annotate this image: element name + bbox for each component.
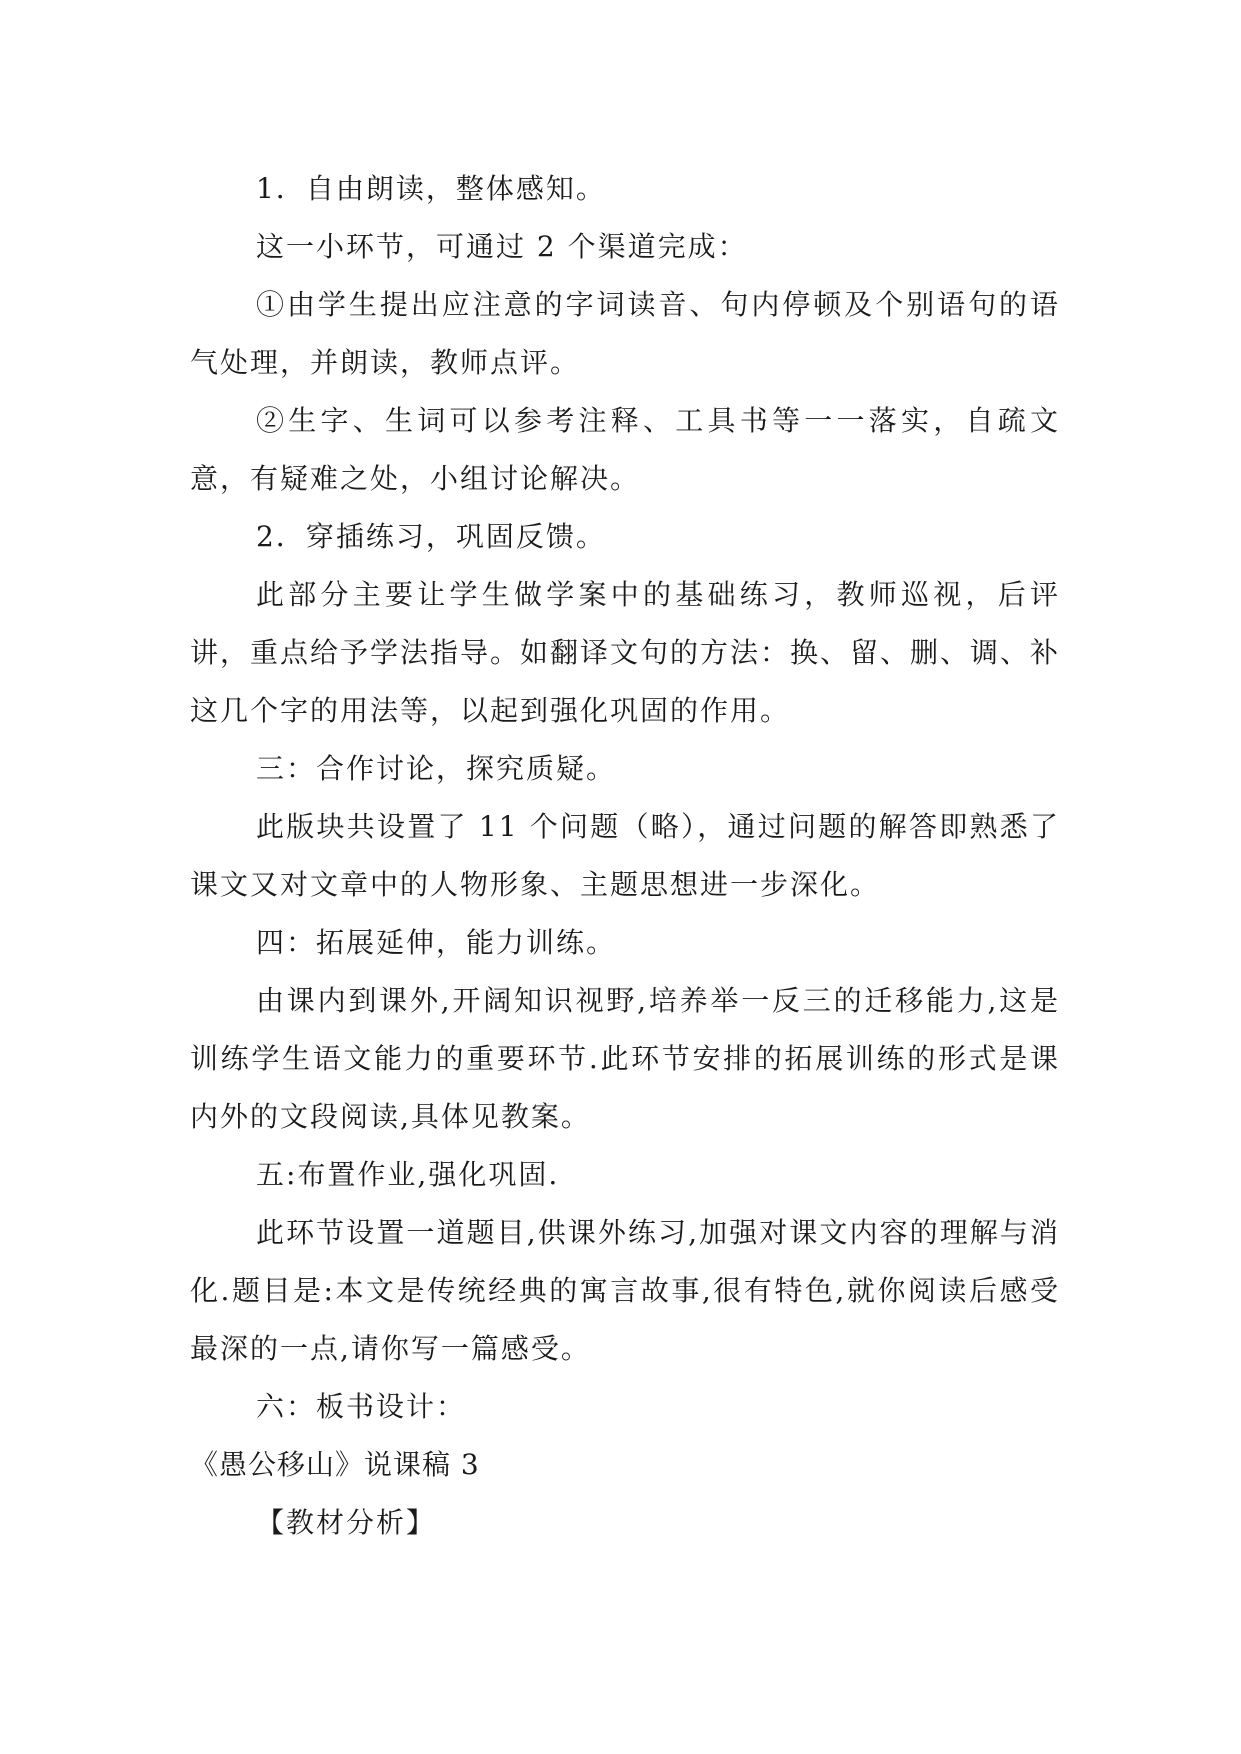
heading-section-3: 三：合作讨论，探究质疑。	[256, 752, 617, 785]
paragraph-step-2: 2．穿插练习，巩固反馈。	[256, 520, 606, 553]
paragraph-questions: 此版块共设置了 11 个问题（略），通过问题的解答即熟悉了课文又对文章中的人物形象、主题思想进一步深化。	[190, 810, 1060, 901]
paragraph-practice: 此部分主要让学生做学案中的基础练习，教师巡视，后评讲，重点给予学法指导。如翻译文句的方法：换、留、删、调、补这几个字的用法等，以起到强化巩固的作用。	[190, 578, 1061, 727]
paragraph-channels: 这一小环节，可通过 2 个渠道完成：	[256, 230, 748, 263]
paragraph-channel-1: ①由学生提出应注意的字词读音、句内停顿及个别语句的语气处理，并朗读，教师点评。	[190, 288, 1060, 379]
paragraph-homework: 此环节设置一道题目,供课外练习,加强对课文内容的理解与消化.题目是:本文是传统经典的寓言故事,很有特色,就你阅读后感受最深的一点,请你写一篇感受。	[190, 1216, 1060, 1365]
section-heading: 【教材分析】	[256, 1506, 437, 1539]
heading-section-5: 五:布置作业,强化巩固.	[256, 1158, 560, 1191]
paragraph-extension: 由课内到课外,开阔知识视野,培养举一反三的迁移能力,这是训练学生语文能力的重要环节.此环节安排的拓展训练的形式是课内外的文段阅读,具体见教案。	[190, 984, 1060, 1133]
heading-section-6: 六：板书设计：	[256, 1390, 467, 1423]
document-page	[190, 160, 1060, 1552]
paragraph-channel-2: ②生字、生词可以参考注释、工具书等一一落实，自疏文意，有疑难之处，小组讨论解决。	[190, 404, 1060, 495]
document-title: 《愚公移山》说课稿 3	[190, 1448, 480, 1481]
heading-section-4: 四：拓展延伸，能力训练。	[256, 926, 617, 959]
paragraph-step-1: 1．自由朗读，整体感知。	[256, 172, 606, 205]
